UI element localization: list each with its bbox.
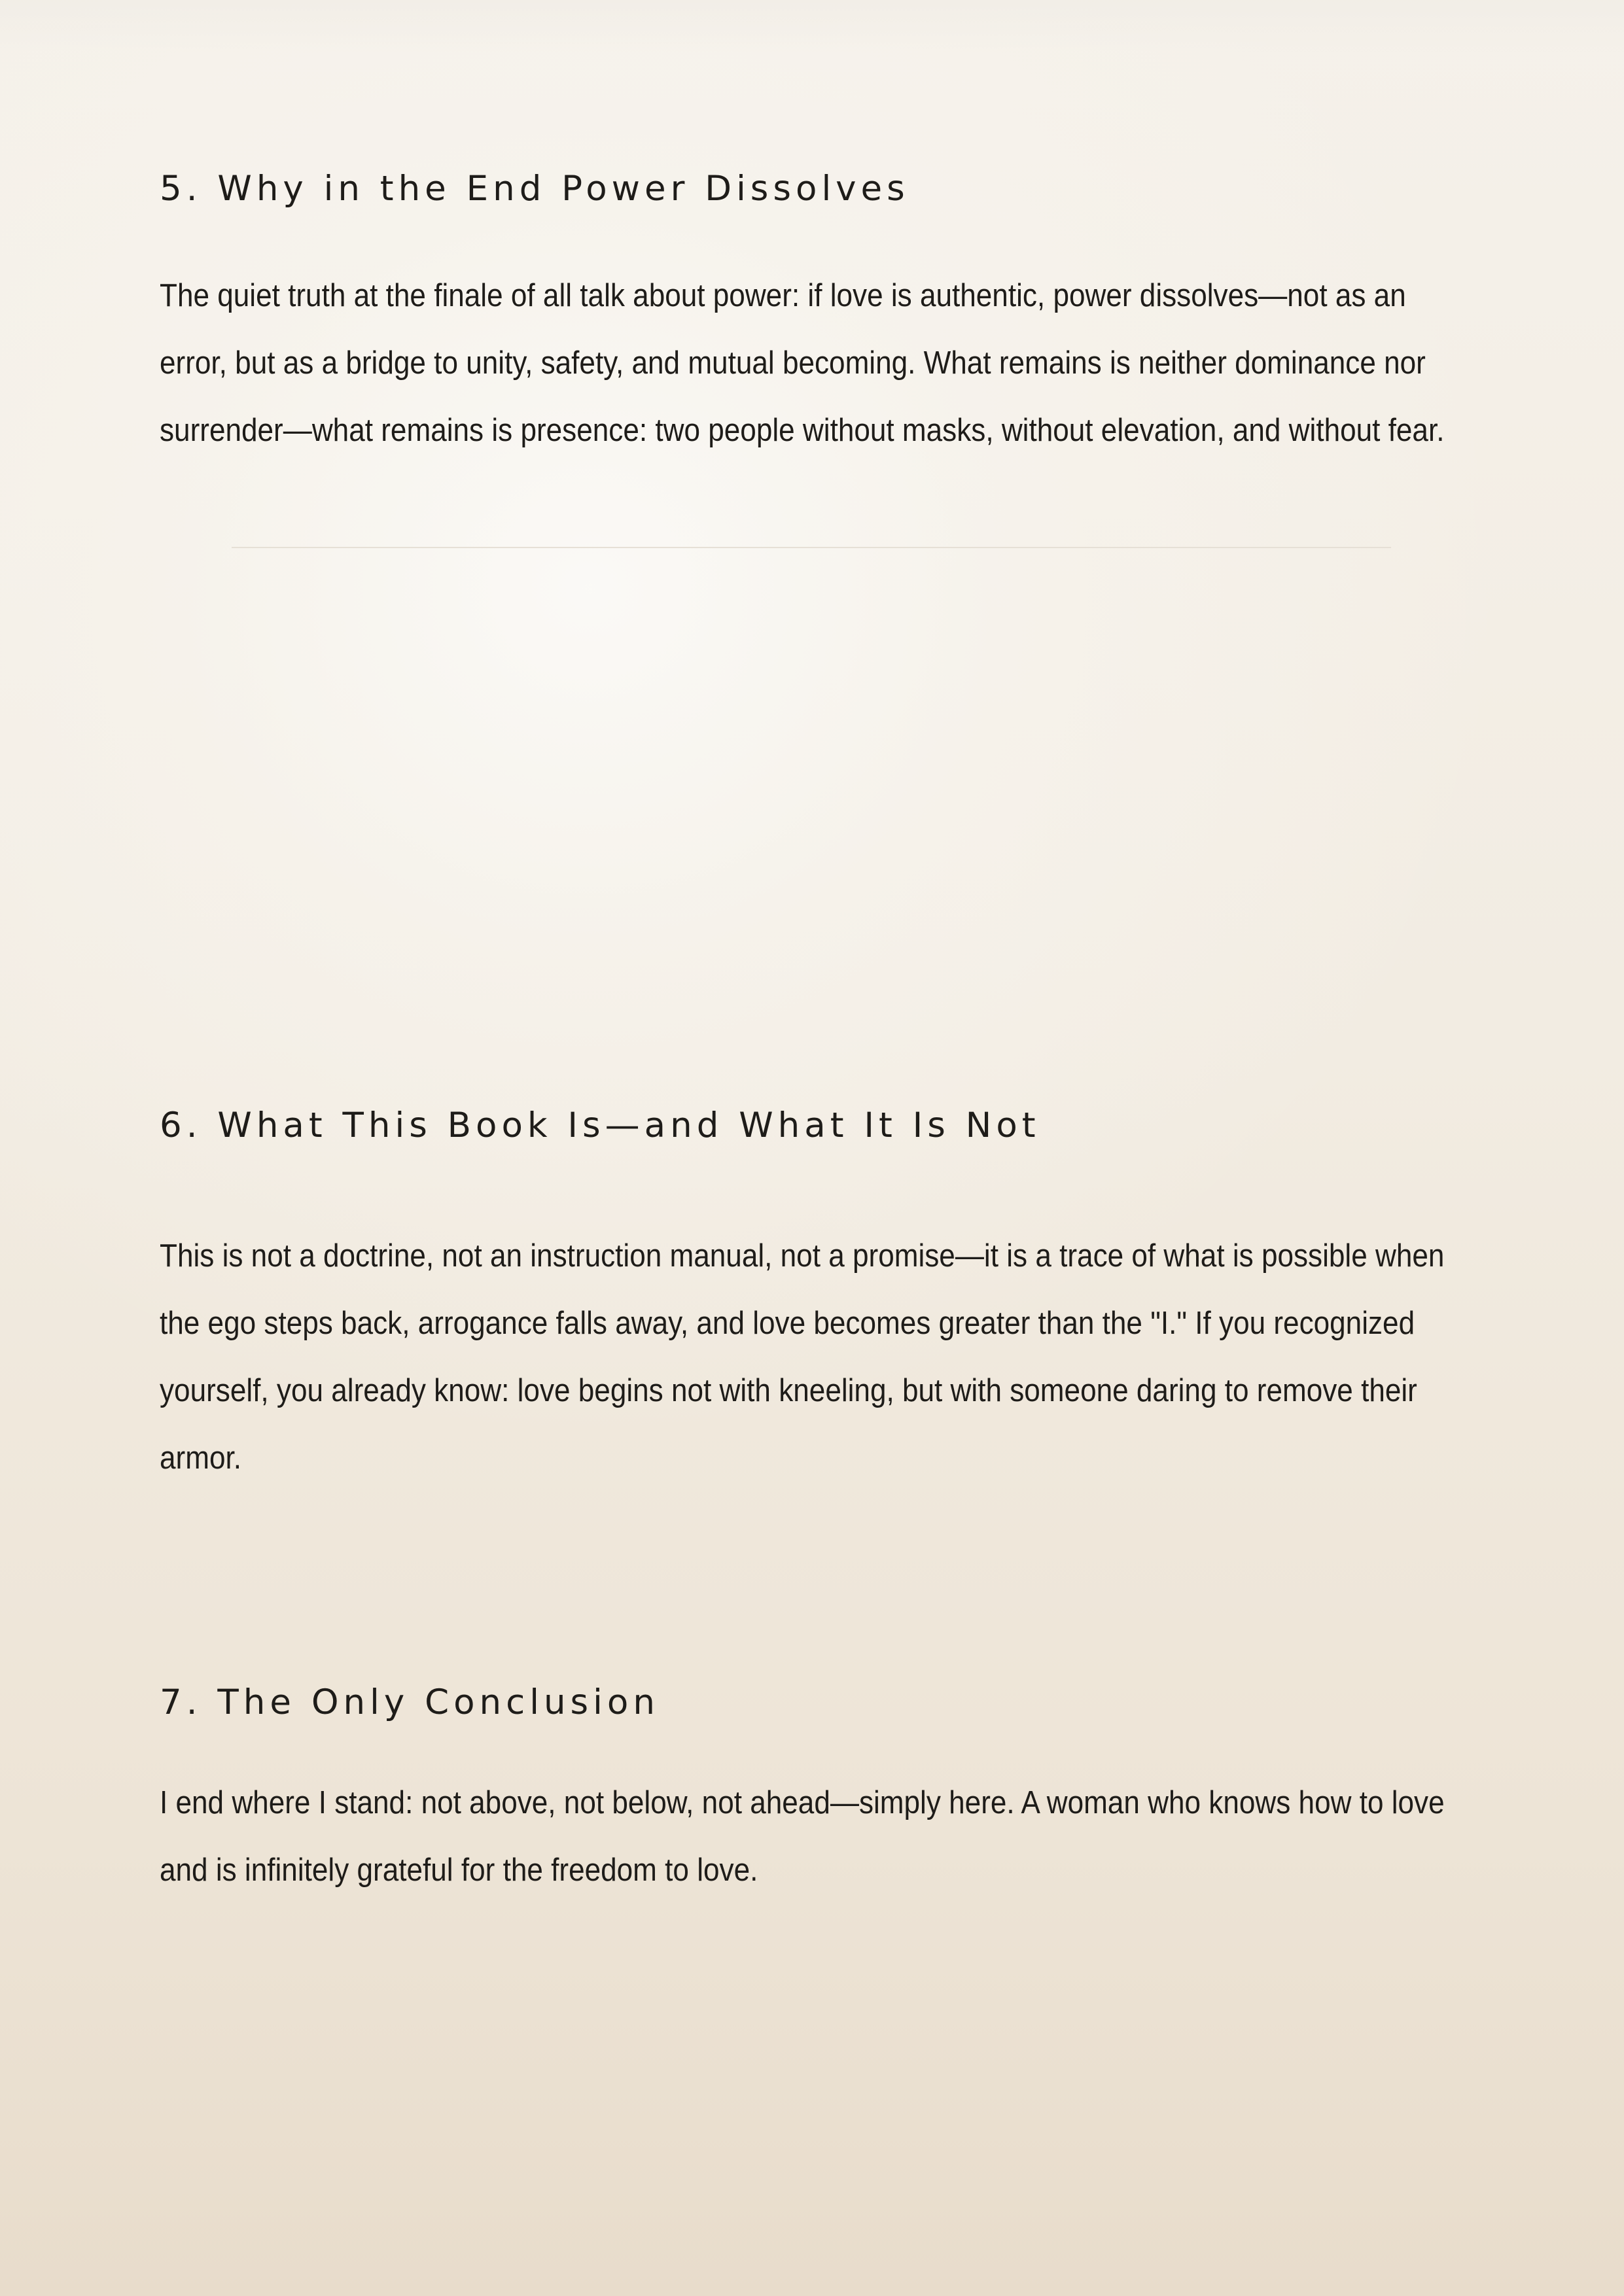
section-divider: [232, 547, 1391, 548]
page-top-shade: [0, 0, 1624, 52]
section-only-conclusion: [160, 1682, 1475, 1904]
section-what-this-book-is: [160, 1105, 1475, 1492]
section-paragraph: I end where I stand: not above, not below, not ahead—simply here. A woman who knows how to love and is infinitely grateful for the freedom to love.: [160, 1785, 1445, 1888]
section-paragraph: This is not a doctrine, not an instruction manual, not a promise—it is a trace of what is possible when the ego steps back, arrogance falls away, and love becomes greater than the "I." If you recognized yourself, you already know: love begins not with kneeling, but with someone daring to remove their armor.: [160, 1238, 1445, 1476]
section-why-power-dissolves: [160, 171, 1475, 464]
section-heading: 5. Why in the End Power Dissolves: [160, 169, 909, 209]
section-heading: 6. What This Book Is—and What It Is Not: [160, 1105, 1040, 1145]
section-paragraph: The quiet truth at the finale of all talk about power: if love is authentic, power dissolves—not as an error, but as a bridge to unity, safety, and mutual becoming. What remains is neither dominance nor surrender—what remains is presence: two people without masks, without elevation, and without fear.: [160, 278, 1445, 448]
section-heading: 7. The Only Conclusion: [160, 1682, 660, 1722]
